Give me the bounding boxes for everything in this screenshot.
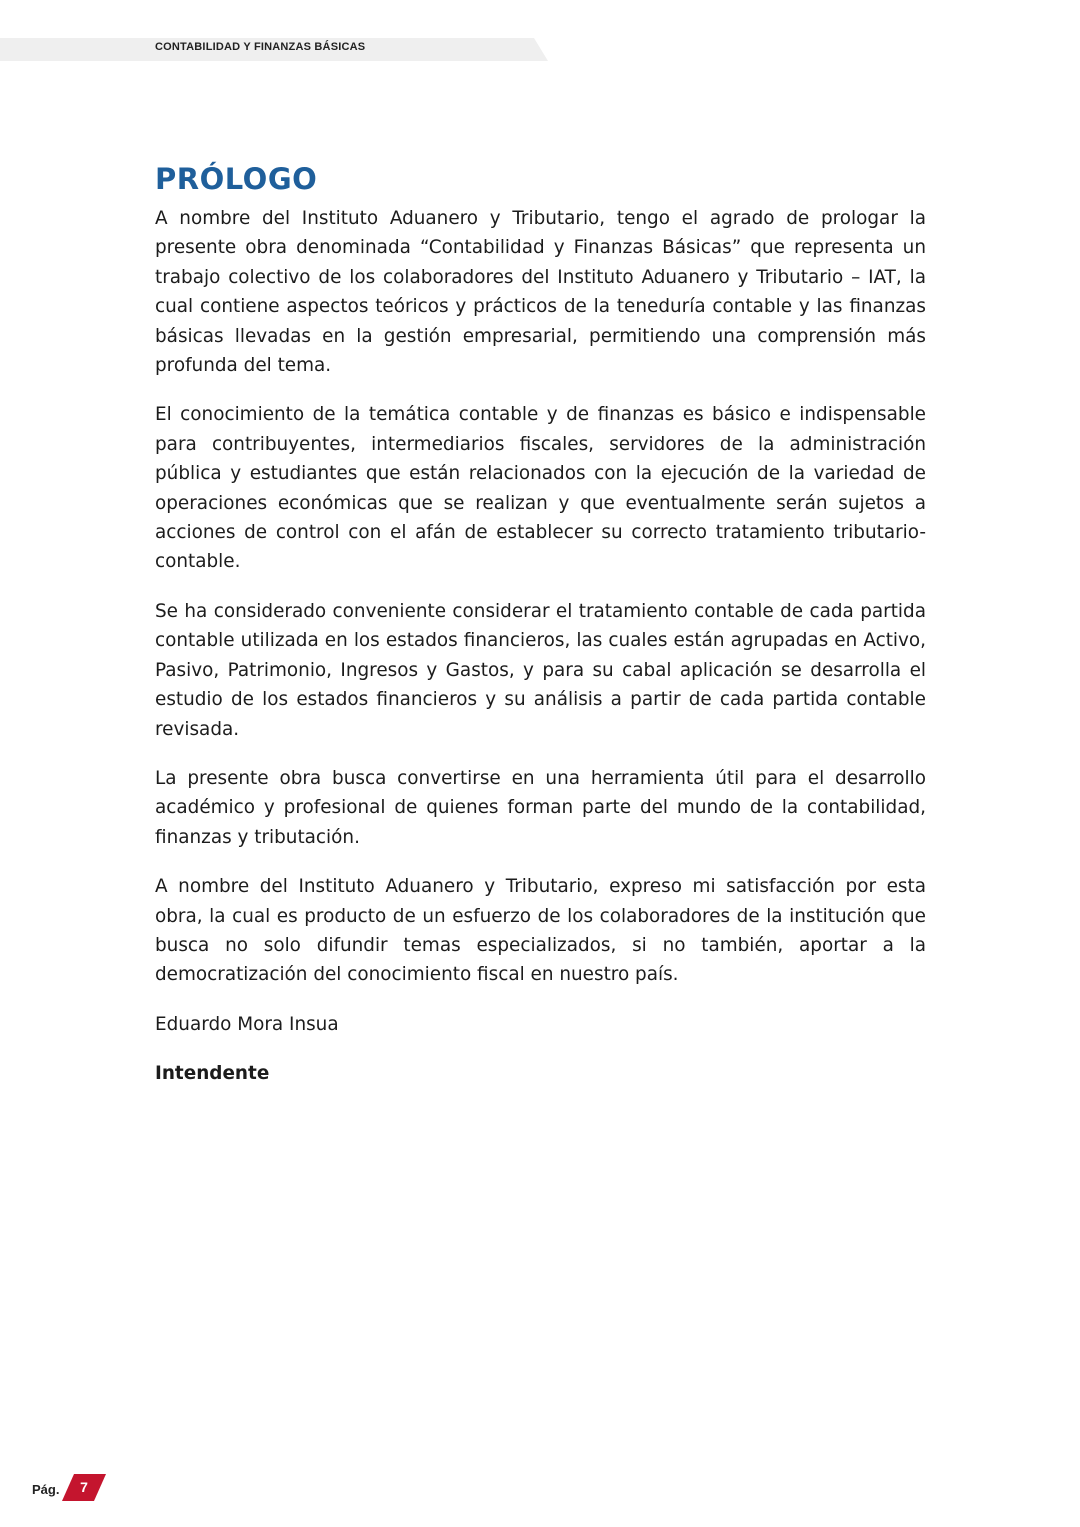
page-label: Pág. bbox=[32, 1482, 60, 1497]
paragraph-5: A nombre del Instituto Aduanero y Tributario, expreso mi satisfacción por esta obra, la cual es producto de un esfuerzo de los colaboradores de la institución que busca no solo difundir temas especializados, si no también, aportar a la democratización del conocimiento fiscal en nuestro país. bbox=[155, 876, 926, 986]
page-number: 7 bbox=[80, 1479, 88, 1495]
paragraph-2: El conocimiento de la temática contable y de finanzas es básico e indispensable para contribuyentes, intermediarios fiscales, servidores de la administración pública y estudiantes que están relacionados con la ejecución de la variedad de operaciones económicas que se realizan y que eventualmente serán sujetos a acciones de control con el afán de establecer su correcto tratamiento tributario-contable. bbox=[155, 404, 926, 573]
paragraph-1: A nombre del Instituto Aduanero y Tributario, tengo el agrado de prologar la presente obra denominada “Contabilidad y Finanzas Básicas” que representa un trabajo colectivo de los colaboradores del Instituto Aduanero y Tributario – IAT, la cual contiene aspectos teóricos y prácticos de la teneduría contable y las finanzas básicas llevadas en la gestión empresarial, permitiendo una comprensión más profunda del tema. bbox=[155, 208, 926, 377]
signature-name: Eduardo Mora Insua bbox=[155, 1013, 339, 1035]
running-title: CONTABILIDAD Y FINANZAS BÁSICAS bbox=[155, 41, 366, 53]
signature-role: Intendente bbox=[155, 1063, 270, 1085]
main-content bbox=[155, 160, 926, 1109]
page-title: PRÓLOGO bbox=[155, 162, 318, 196]
paragraph-3: Se ha considerado conveniente considerar el tratamiento contable de cada partida contable utilizada en los estados financieros, las cuales están agrupadas en Activo, Pasivo, Patrimonio, Ingresos y Gastos, y para su cabal aplicación se desarrolla el estudio de los estados financieros y su análisis a partir de cada partida contable revisada. bbox=[155, 600, 926, 740]
paragraph-4: La presente obra busca convertirse en una herramienta útil para el desarrollo académico y profesional de quienes forman parte del mundo de la contabilidad, finanzas y tributación. bbox=[155, 767, 926, 848]
